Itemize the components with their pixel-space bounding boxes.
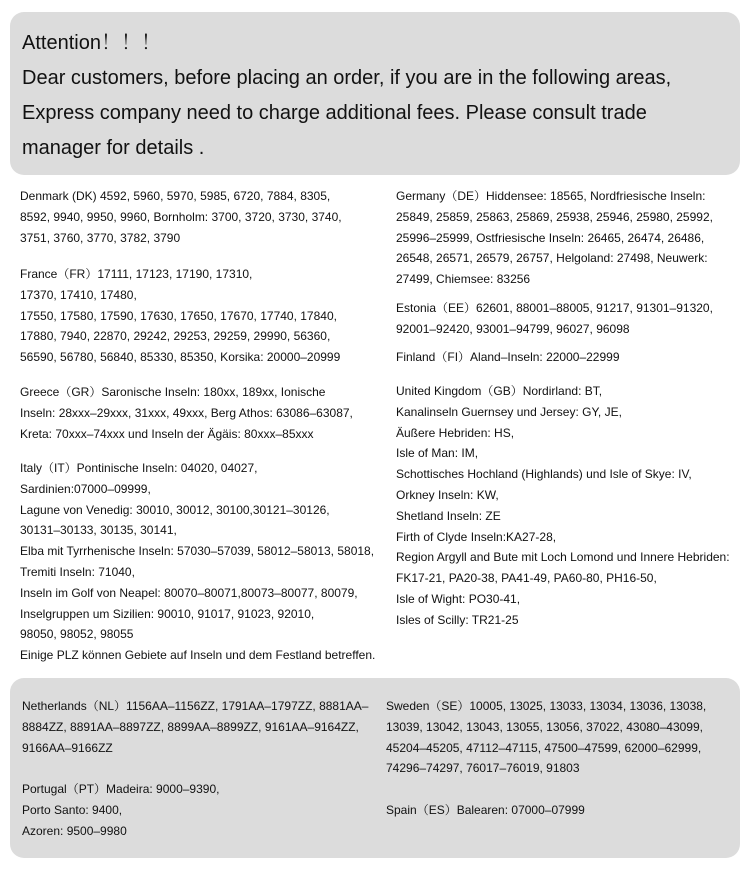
region-line: Spain（ES）Balearen: 07000–07999 xyxy=(386,803,585,817)
region-line: Äußere Hebriden: HS, xyxy=(396,425,515,440)
region-line: Sardinien:07000–09999, xyxy=(20,481,151,496)
region-line: Sweden（SE）10005, 13025, 13033, 13034, 13036, 13038, xyxy=(386,699,707,713)
region-line: United Kingdom（GB）Nordirland: BT, xyxy=(396,384,603,398)
notice-line-3: manager for details . xyxy=(22,137,205,159)
region-line: France（FR）17111, 17123, 17190, 17310, xyxy=(20,267,253,281)
region-line: 74296–74297, 76017–76019, 91803 xyxy=(386,761,580,776)
region-line: Finland（FI）Aland–Inseln: 22000–22999 xyxy=(396,350,620,364)
region-united-kingdom xyxy=(396,381,740,631)
notice-line-attention: Attention！！！ xyxy=(22,32,161,54)
region-line: Kanalinseln Guernsey und Jersey: GY, JE, xyxy=(396,404,622,419)
region-line: Porto Santo: 9400, xyxy=(22,802,123,817)
region-line: 56590, 56780, 56840, 85330, 85350, Korsika: 20000–20999 xyxy=(20,350,341,365)
region-line: Estonia（EE）62601, 88001–88005, 91217, 91301–91320, xyxy=(396,301,713,315)
region-line: FK17-21, PA20-38, PA41-49, PA60-80, PH16-50, xyxy=(396,571,657,586)
region-line: 8592, 9940, 9950, 9960, Bornholm: 3700, 3720, 3730, 3740, xyxy=(20,209,342,224)
region-line: Denmark (DK) 4592, 5960, 5970, 5985, 6720, 7884, 8305, xyxy=(20,189,331,203)
region-line: Netherlands（NL）1156AA–1156ZZ, 1791AA–1797ZZ, 8881AA– xyxy=(22,699,369,713)
region-line: Isles of Scilly: TR21-25 xyxy=(396,612,519,627)
region-line: Italy（IT）Pontinische Inseln: 04020, 04027, xyxy=(20,461,258,475)
region-line: Einige PLZ können Gebiete auf Inseln und dem Festland betreffen. xyxy=(20,648,376,663)
region-finland xyxy=(396,347,740,368)
region-greece xyxy=(20,382,392,444)
region-line: 25996–25999, Ostfriesische Inseln: 26465, 26474, 26486, xyxy=(396,230,705,245)
region-line: 17370, 17410, 17480, xyxy=(20,287,137,302)
bottom-panel xyxy=(10,678,740,858)
region-line: 45204–45205, 47112–47115, 47500–47599, 62000–62999, xyxy=(386,740,702,755)
bottom-right-column xyxy=(386,696,732,846)
region-line: Firth of Clyde Inseln:KA27-28, xyxy=(396,529,557,544)
region-line: 25849, 25859, 25863, 25869, 25938, 25946, 25980, 25992, xyxy=(396,209,713,224)
region-line: 30131–30133, 30135, 30141, xyxy=(20,523,177,538)
region-line: Germany（DE）Hiddensee: 18565, Nordfriesische Inseln: xyxy=(396,189,706,203)
region-line: Kreta: 70xxx–74xxx und Inseln der Ägäis: 80xxx–85xxx xyxy=(20,426,314,441)
bottom-left-column xyxy=(22,696,380,846)
region-germany xyxy=(396,186,740,290)
region-line: 17880, 7940, 22870, 29242, 29253, 29259, 29990, 56360, xyxy=(20,329,331,344)
region-line: Elba mit Tyrrhenische Inseln: 57030–57039, 58012–58013, 58018, xyxy=(20,544,375,559)
notice-line-2: Express company need to charge additional fees. Please consult trade xyxy=(22,102,647,124)
region-line: Azoren: 9500–9980 xyxy=(22,823,127,838)
region-line: Inselgruppen um Sizilien: 90010, 91017, 91023, 92010, xyxy=(20,606,315,621)
region-line: 27499, Chiemsee: 83256 xyxy=(396,272,531,287)
region-line: 26548, 26571, 26579, 26757, Helgoland: 27498, Neuwerk: xyxy=(396,251,708,266)
region-line: 17550, 17580, 17590, 17630, 17650, 17670, 17740, 17840, xyxy=(20,308,337,323)
region-line: 9166AA–9166ZZ xyxy=(22,740,113,755)
region-line: Inseln im Golf von Neapel: 80070–80071,80073–80077, 80079, xyxy=(20,585,358,600)
region-portugal xyxy=(22,779,380,841)
region-line: 98050, 98052, 98055 xyxy=(20,627,134,642)
region-line: Portugal（PT）Madeira: 9000–9390, xyxy=(22,782,220,796)
region-line: Tremiti Inseln: 71040, xyxy=(20,564,135,579)
left-column xyxy=(20,186,392,671)
region-denmark xyxy=(20,186,392,248)
region-line: Inseln: 28xxx–29xxx, 31xxx, 49xxx, Berg Athos: 63086–63087, xyxy=(20,405,353,420)
region-estonia xyxy=(396,298,740,340)
region-line: 92001–92420, 93001–94799, 96027, 96098 xyxy=(396,321,630,336)
region-line: Region Argyll and Bute mit Loch Lomond und Innere Hebriden: xyxy=(396,550,730,565)
region-italy xyxy=(20,458,392,666)
region-netherlands xyxy=(22,696,380,758)
region-sweden xyxy=(386,696,732,779)
region-line: 3751, 3760, 3770, 3782, 3790 xyxy=(20,230,181,245)
region-spain xyxy=(386,800,732,821)
attention-notice xyxy=(10,12,740,175)
right-column xyxy=(396,186,740,636)
region-line: 8884ZZ, 8891AA–8897ZZ, 8899AA–8899ZZ, 9161AA–9164ZZ, xyxy=(22,719,359,734)
region-line: Isle of Man: IM, xyxy=(396,446,479,461)
region-line: Schottisches Hochland (Highlands) und Isle of Skye: IV, xyxy=(396,467,692,482)
region-line: 13039, 13042, 13043, 13055, 13056, 37022, 43080–43099, xyxy=(386,719,703,734)
region-line: Greece（GR）Saronische Inseln: 180xx, 189xx, Ionische xyxy=(20,385,326,399)
notice-line-1: Dear customers, before placing an order, if you are in the following areas, xyxy=(22,67,672,89)
region-line: Lagune von Venedig: 30010, 30012, 30100,30121–30126, xyxy=(20,502,330,517)
region-line: Isle of Wight: PO30-41, xyxy=(396,591,521,606)
region-line: Shetland Inseln: ZE xyxy=(396,508,501,523)
region-france xyxy=(20,264,392,368)
region-line: Orkney Inseln: KW, xyxy=(396,487,499,502)
